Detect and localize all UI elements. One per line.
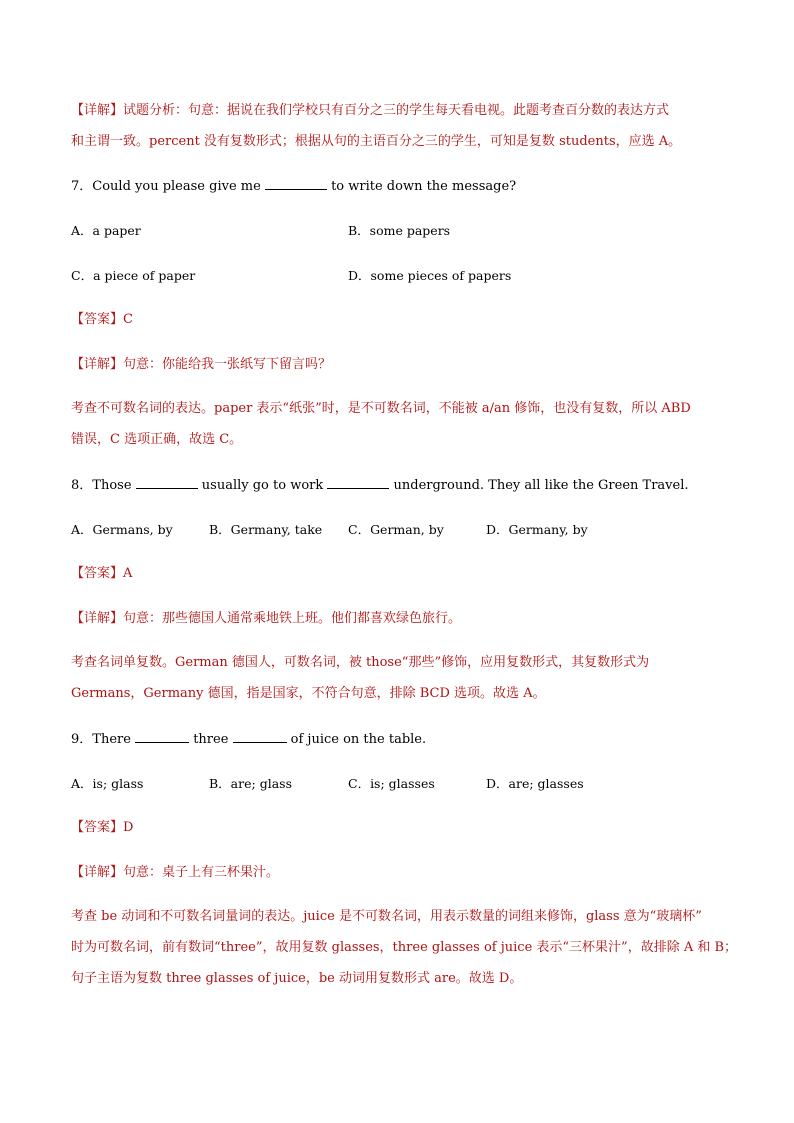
q6-explanation-line1: 【详解】试题分析：句意：据说在我们学校只有百分之三的学生每天看电视。此题考查百分数的表达方式 (71, 103, 670, 118)
q8-analysis-line2: Germans，Germany 德国，指是国家，不符合句意，排除 BCD 选项。故选 A。 (71, 686, 546, 701)
q9-detail: 【详解】句意：桌子上有三杯果汁。 (71, 865, 280, 880)
q8-detail: 【详解】句意：那些德国人通常乘地铁上班。他们都喜欢绿色旅行。 (71, 611, 462, 626)
q7-analysis-line2: 错误，C 选项正确，故选 C。 (71, 432, 243, 447)
q8-option-c: C．German, by (348, 522, 444, 537)
q8-blank-1 (136, 477, 198, 489)
q9-option-d: D．are; glasses (486, 776, 584, 791)
q9-stem-b: three (189, 732, 233, 747)
q9-answer: 【答案】D (71, 820, 134, 835)
q9-option-b: B．are; glass (209, 776, 292, 791)
q8-stem-c: underground. They all like the Green Travel. (389, 478, 689, 493)
q9-blank-2 (233, 731, 287, 743)
q8-stem-b: usually go to work (197, 478, 328, 493)
q9-option-c: C．is; glasses (348, 776, 435, 791)
q8-option-a: A．Germans, by (71, 522, 173, 537)
q7-option-b: B．some papers (348, 223, 451, 238)
q7-stem (71, 178, 516, 195)
q8-answer: 【答案】A (71, 566, 133, 581)
q9-stem (71, 731, 426, 748)
q9-analysis-line1: 考查 be 动词和不可数名词量词的表达。juice 是不可数名词，用表示数量的词组来修饰，glass 意为“玻璃杯” (71, 909, 702, 924)
q8-blank-2 (327, 477, 389, 489)
q7-option-d: D．some pieces of papers (348, 268, 512, 283)
q7-stem-before: 7．Could you please give me (71, 179, 265, 194)
q7-option-a: A．a paper (71, 223, 141, 238)
q8-option-d: D．Germany, by (486, 522, 588, 537)
q7-stem-after: to write down the message? (326, 179, 517, 194)
q7-option-c: C．a piece of paper (71, 268, 196, 283)
q9-stem-c: of juice on the table. (286, 732, 427, 747)
q9-blank-1 (135, 731, 189, 743)
q7-analysis-line1: 考查不可数名词的表达。paper 表示“纸张”时，是不可数名词，不能被 a/an 修饰，也没有复数，所以 ABD (71, 401, 691, 416)
q9-analysis-line3: 句子主语为复数 three glasses of juice，be 动词用复数形式 are。故选 D。 (71, 971, 523, 986)
q8-analysis-line1: 考查名词单复数。German 德国人，可数名词，被 those“那些”修饰，应用复数形式，其复数形式为 (71, 655, 650, 670)
q8-stem-a: 8．Those (71, 478, 136, 493)
q7-blank (265, 178, 327, 190)
q7-detail: 【详解】句意：你能给我一张纸写下留言吗？ (71, 357, 332, 372)
q8-stem (71, 477, 688, 494)
q8-option-b: B．Germany, take (209, 522, 323, 537)
q7-answer: 【答案】C (71, 312, 133, 327)
q9-analysis-line2: 时为可数名词，前有数词“three”，故用复数 glasses，three glasses of juice 表示“三杯果汁”，故排除 A 和 B； (71, 940, 738, 955)
q6-explanation-line2: 和主谓一致。percent 没有复数形式；根据从句的主语百分之三的学生，可知是复数 students，应选 A。 (71, 134, 682, 149)
q9-stem-a: 9．There (71, 732, 136, 747)
q9-option-a: A．is; glass (71, 776, 144, 791)
